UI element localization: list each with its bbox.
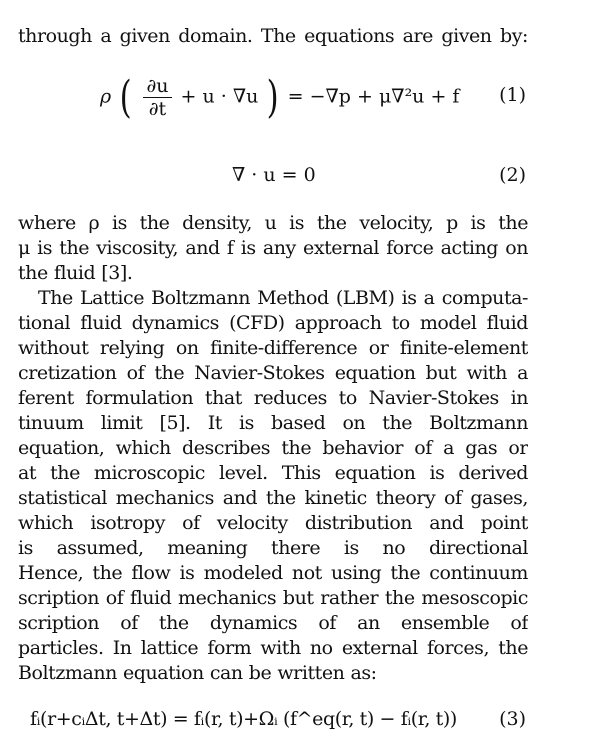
eq1-fraction [143, 75, 171, 120]
para2-line-6: tinuum limit [5]. It is based on the Boltzmann [18, 412, 528, 434]
equation-3: fᵢ(r+cᵢΔt, t+Δt) = fᵢ(r, t)+Ωᵢ (f^eq(r, t) − fᵢ(r, t)) [30, 708, 457, 730]
eq1-denominator: ∂t [148, 98, 167, 120]
para2-line-15: particles. In lattice form with no external forces, the [18, 637, 528, 659]
para1-line-3: the fluid [3]. [18, 262, 133, 284]
eq1-rhs: = −∇p + μ∇²u + f [287, 85, 460, 108]
eq1-rho: ρ [100, 85, 112, 108]
equation-3-number: (3) [499, 708, 526, 730]
para2-line-16: Boltzmann equation can be written as: [18, 662, 377, 684]
para1-line-1: where ρ is the density, u is the velocity, p is the [18, 212, 528, 234]
para2-line-5: ferent formulation that reduces to Navier-Stokes in [18, 387, 528, 409]
equation-1 [100, 72, 459, 123]
para2-line-3: without relying on finite-difference or finite-element [18, 337, 528, 359]
para2-line-4: cretization of the Navier-Stokes equation but with a [18, 362, 528, 384]
eq1-advection: + u · ∇u [180, 85, 259, 108]
eq1-left-paren: ( [119, 72, 132, 123]
equation-1-number: (1) [499, 84, 526, 106]
equation-2-number: (2) [499, 164, 526, 186]
eq1-numerator: ∂u [143, 75, 171, 98]
para2-line-13: scription of fluid mechanics but rather the mesoscopic [18, 587, 528, 609]
para2-line-8: at the microscopic level. This equation is derived [18, 462, 528, 484]
para2-line-9: statistical mechanics and the kinetic theory of gases, [18, 487, 528, 509]
para2-line-7: equation, which describes the behavior of a gas or [18, 437, 528, 459]
eq1-right-paren: ) [266, 72, 280, 123]
para2-line-12: Hence, the flow is modeled not using the continuum [18, 562, 528, 584]
intro-line: through a given domain. The equations are given by: [18, 25, 528, 47]
para2-line-11: is assumed, meaning there is no directional [18, 537, 528, 559]
para2-line-1: The Lattice Boltzmann Method (LBM) is a computa- [38, 287, 528, 309]
para1-line-2: μ is the viscosity, and f is any external force acting on [18, 237, 528, 259]
para2-line-10: which isotropy of velocity distribution and point [18, 512, 528, 534]
para2-line-14: scription of the dynamics of an ensemble of [18, 612, 528, 634]
para2-line-2: tional fluid dynamics (CFD) approach to model fluid [18, 312, 528, 334]
equation-2: ∇ · u = 0 [232, 164, 316, 186]
